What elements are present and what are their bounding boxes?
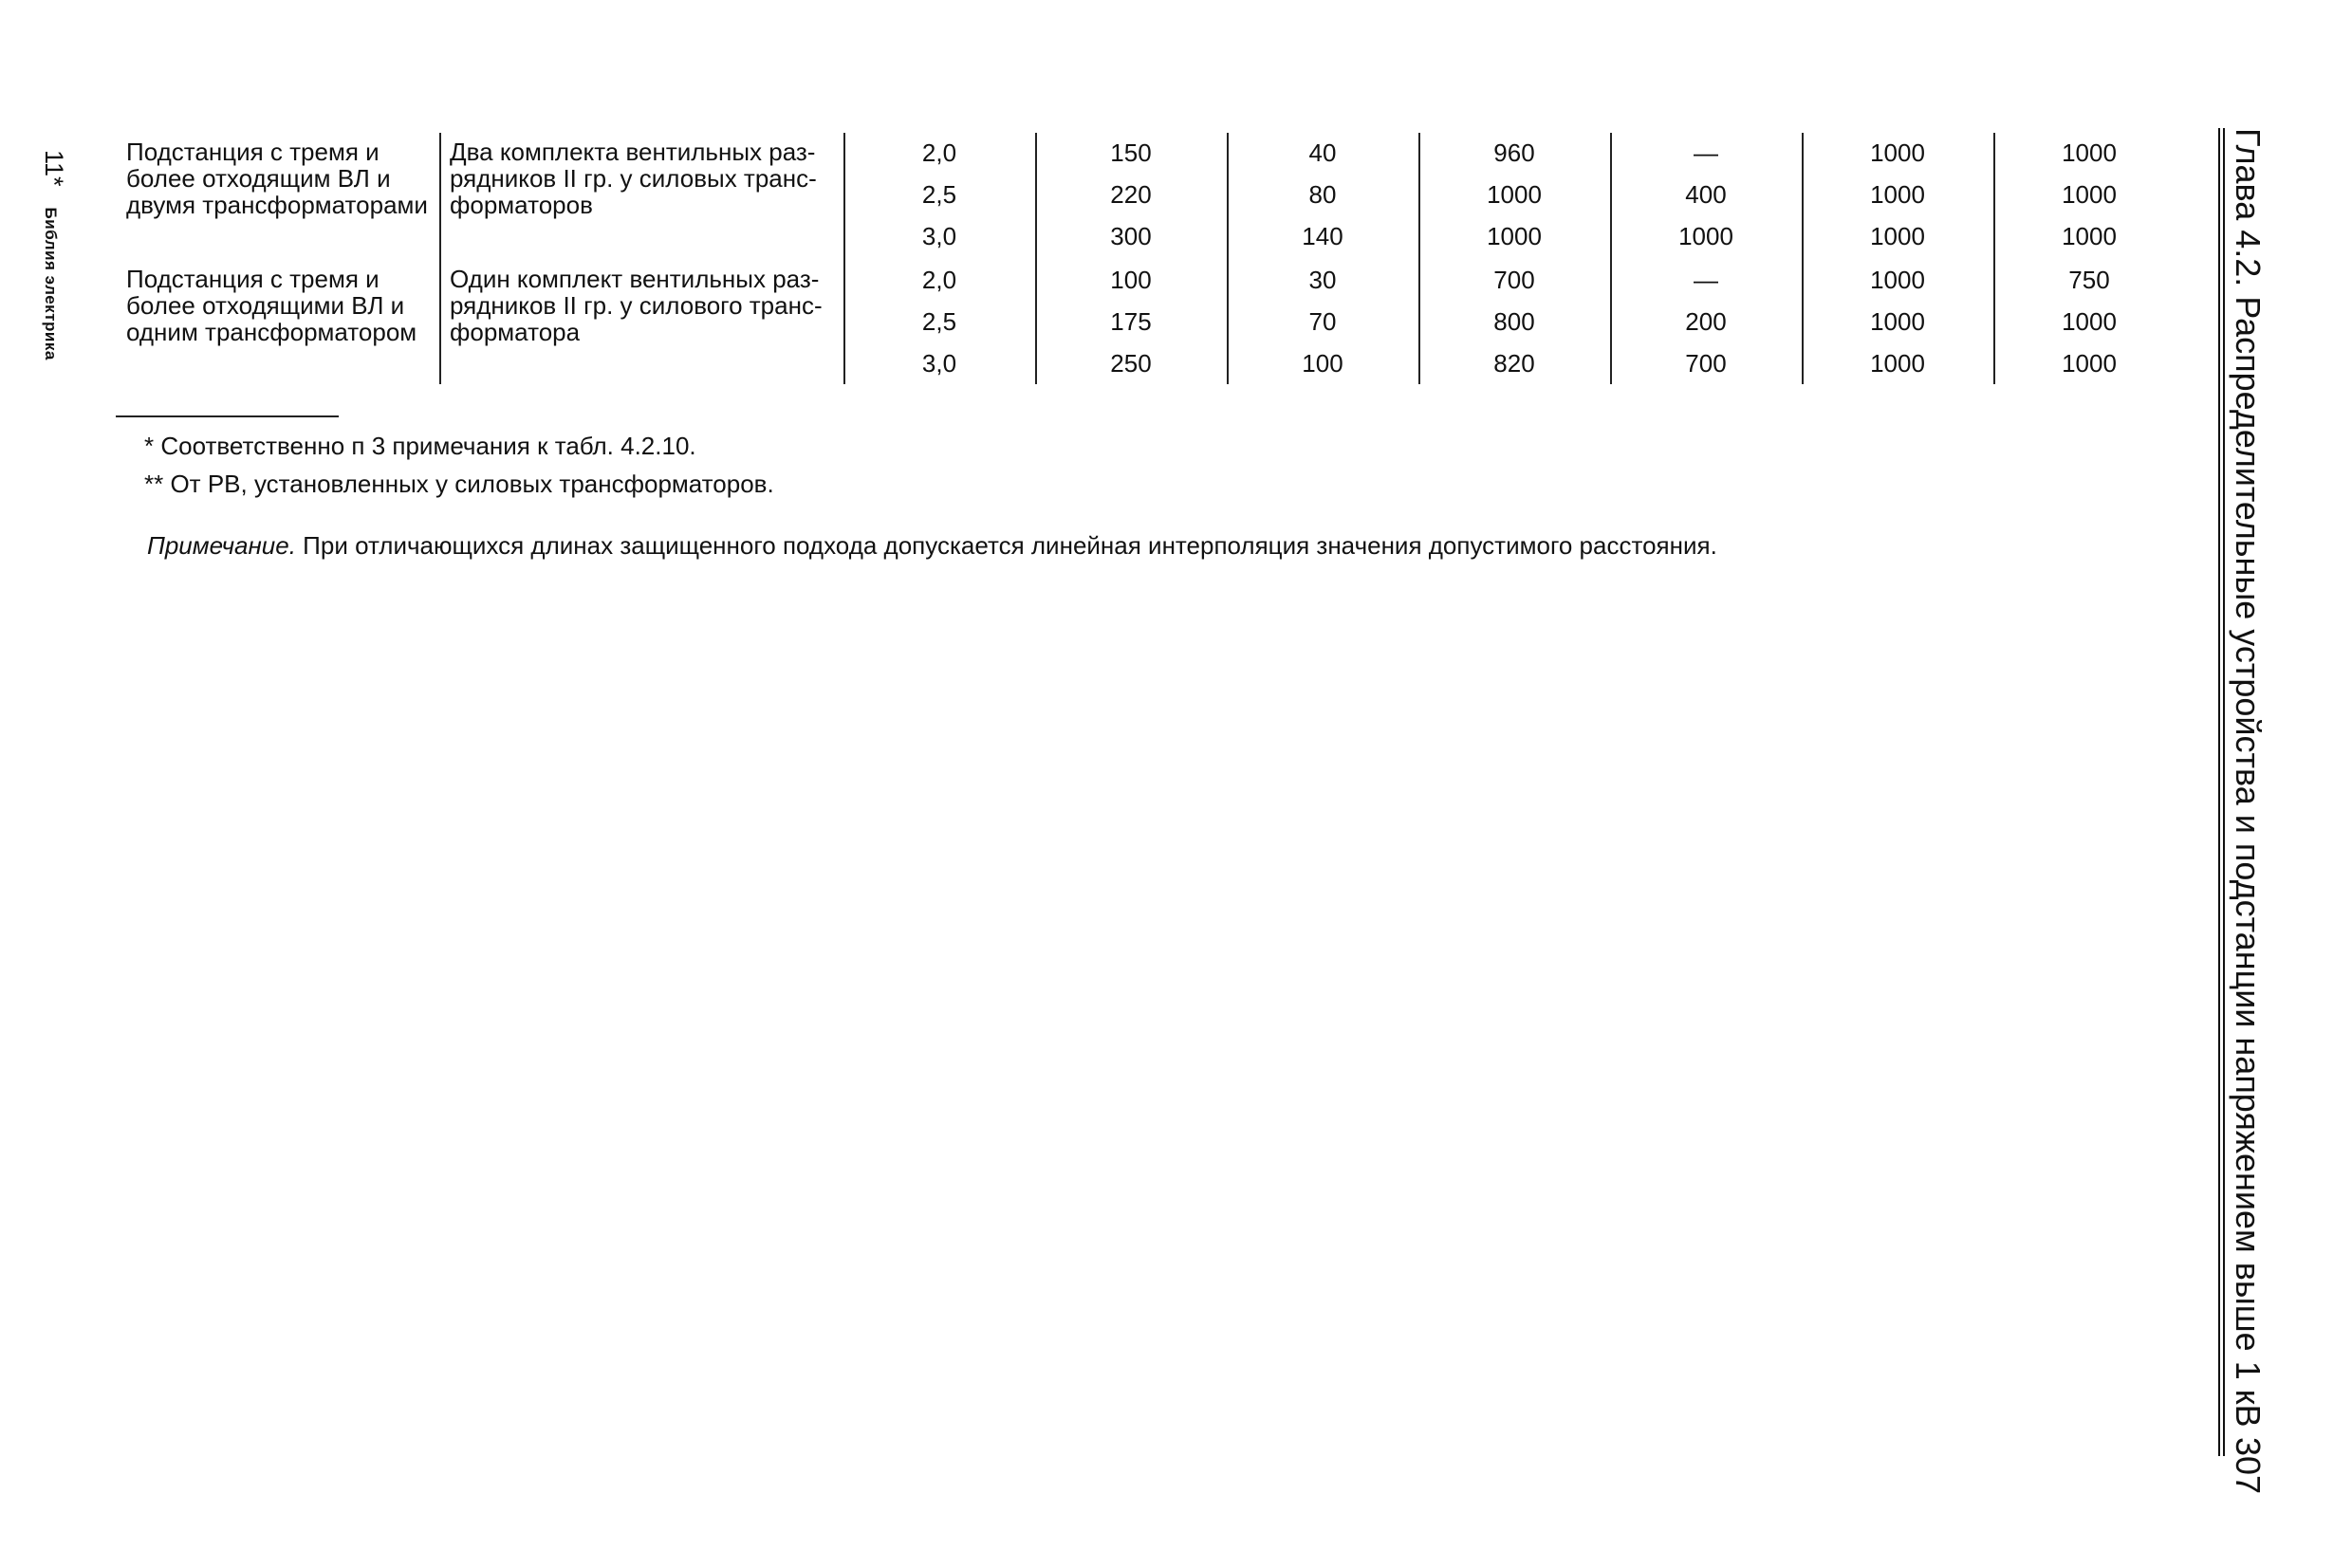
- substation-type-2: [126, 266, 417, 345]
- left-margin-label: [39, 150, 68, 360]
- column-separator: [1802, 133, 1804, 384]
- table-cell: 960: [1493, 138, 1535, 167]
- column-separator: [1035, 133, 1037, 384]
- table-cell: 300: [1110, 222, 1152, 250]
- table-cell: 400: [1685, 180, 1727, 209]
- table-cell: 1000: [2062, 138, 2117, 167]
- substation-line: Подстанция с тремя и: [126, 265, 380, 293]
- table-cell: 800: [1493, 307, 1535, 336]
- header-rule: [2218, 128, 2220, 1456]
- library-label: Библия электрика: [42, 207, 60, 360]
- table-cell: 820: [1493, 349, 1535, 378]
- protection-type-2: [450, 266, 823, 345]
- note-label: Примечание.: [147, 531, 296, 560]
- table-cell: 100: [1302, 349, 1343, 378]
- protection-line: форматора: [450, 318, 581, 346]
- table-cell: 250: [1110, 349, 1152, 378]
- table-cell: 100: [1110, 266, 1152, 294]
- column-separator: [843, 133, 845, 384]
- table-cell: 2,0: [921, 266, 957, 294]
- protection-type-1: [450, 138, 817, 218]
- page-number: 307: [2229, 1437, 2268, 1495]
- table-cell: —: [1694, 266, 1718, 294]
- substation-line: более отходящими ВЛ и: [126, 291, 405, 320]
- protection-line: рядников II гр. у силового транс-: [450, 291, 823, 320]
- table-cell: 1000: [1870, 180, 1925, 209]
- column-separator: [1227, 133, 1229, 384]
- table-cell: —: [1694, 138, 1718, 167]
- table-cell: 80: [1308, 180, 1337, 209]
- chapter-title: Глава 4.2. Распределительные устройства и подстанции напряжением выше 1 кВ: [2229, 128, 2268, 1428]
- table-cell: 3,0: [921, 222, 957, 250]
- protection-line: Один комплект вентильных раз-: [450, 265, 820, 293]
- table-cell: 1000: [2062, 180, 2117, 209]
- protection-line: форматоров: [450, 191, 593, 219]
- signature-mark: 11*: [40, 150, 68, 187]
- table-cell: 2,5: [921, 307, 957, 336]
- table-cell: 1000: [1870, 222, 1925, 250]
- table-cell: 1000: [1487, 180, 1542, 209]
- substation-line: Подстанция с тремя и: [126, 138, 380, 166]
- table-cell: 1000: [1487, 222, 1542, 250]
- column-separator: [1418, 133, 1420, 384]
- table-cell: 40: [1308, 138, 1337, 167]
- table-cell: 1000: [2062, 307, 2117, 336]
- header-rule-inner: [2223, 128, 2225, 1456]
- table-cell: 1000: [1678, 222, 1733, 250]
- table-cell: 1000: [1870, 349, 1925, 378]
- table-cell: 750: [2068, 266, 2110, 294]
- table-cell: 175: [1110, 307, 1152, 336]
- table-cell: 700: [1493, 266, 1535, 294]
- chapter-header: [2228, 128, 2268, 1495]
- protection-line: рядников II гр. у силовых транс-: [450, 164, 817, 193]
- table-cell: 150: [1110, 138, 1152, 167]
- column-separator: [1993, 133, 1995, 384]
- substation-line: одним трансформатором: [126, 318, 417, 346]
- table-cell: 1000: [1870, 266, 1925, 294]
- table-cell: 700: [1685, 349, 1727, 378]
- table-note: [147, 531, 1717, 561]
- protection-line: Два комплекта вентильных раз-: [450, 138, 816, 166]
- table-cell: 220: [1110, 180, 1152, 209]
- table-cell: 1000: [1870, 138, 1925, 167]
- footnote-2: ** От РВ, установленных у силовых трансформаторов.: [144, 470, 774, 498]
- footnote-rule: [116, 415, 339, 417]
- table-cell: 1000: [2062, 349, 2117, 378]
- column-separator: [439, 133, 441, 384]
- column-separator: [1610, 133, 1612, 384]
- note-text: При отличающихся длинах защищенного подхода допускается линейная интерполяция значения допустимого расстояния.: [295, 531, 1717, 560]
- table-cell: 30: [1308, 266, 1337, 294]
- substation-line: более отходящим ВЛ и: [126, 164, 391, 193]
- table-cell: 200: [1685, 307, 1727, 336]
- table-cell: 3,0: [921, 349, 957, 378]
- table-cell: 1000: [1870, 307, 1925, 336]
- substation-type-1: [126, 138, 428, 218]
- table-cell: 140: [1302, 222, 1343, 250]
- table-cell: 70: [1308, 307, 1337, 336]
- footnote-1: * Соответственно п 3 примечания к табл. 4.2.10.: [144, 432, 696, 460]
- table-cell: 2,5: [921, 180, 957, 209]
- table-cell: 1000: [2062, 222, 2117, 250]
- table-cell: 2,0: [921, 138, 957, 167]
- substation-line: двумя трансформаторами: [126, 191, 428, 219]
